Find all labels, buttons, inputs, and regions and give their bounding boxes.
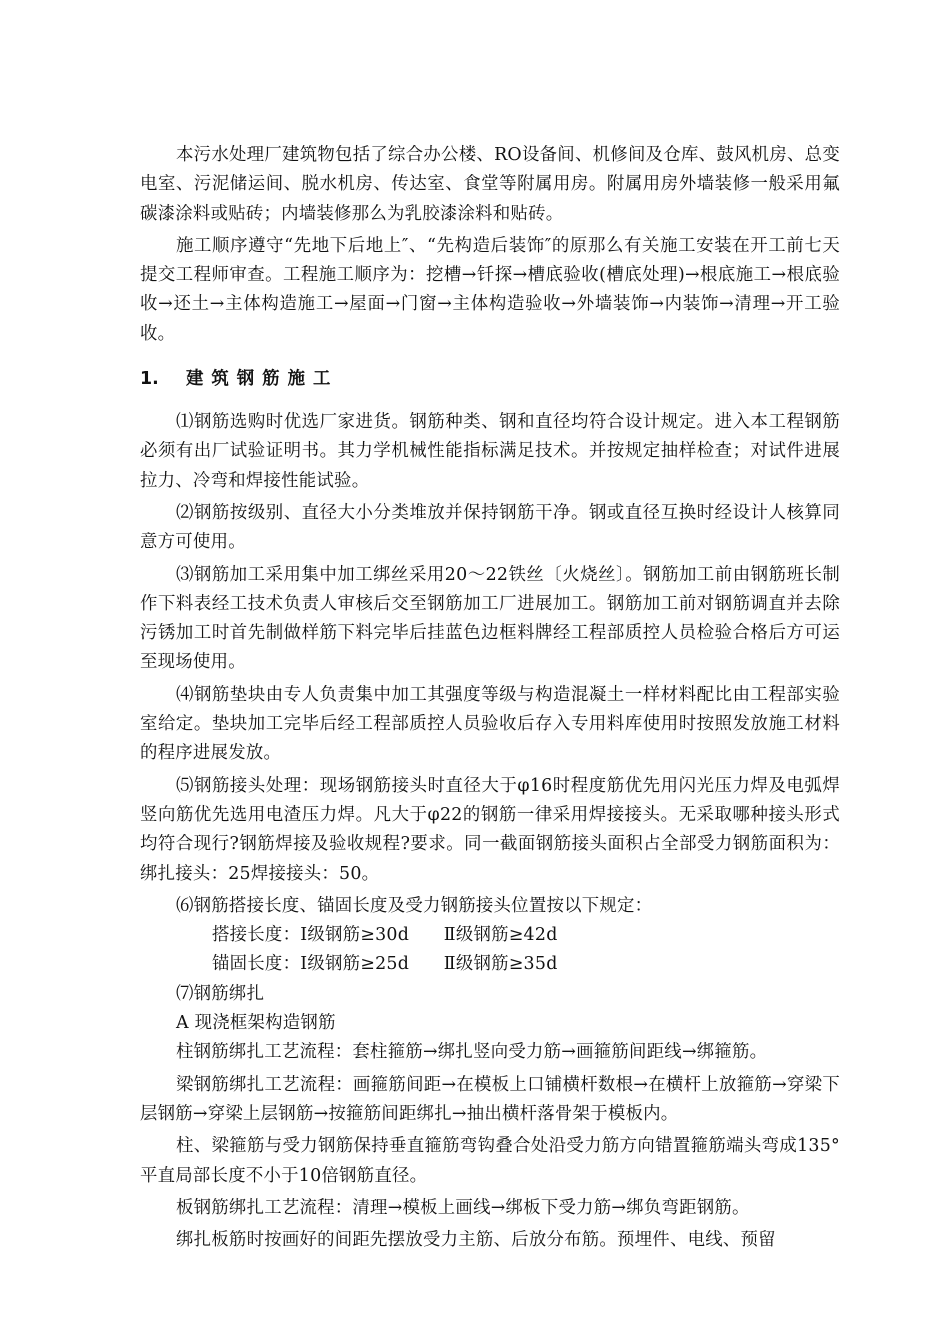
item-paragraph-1: ⑴钢筋选购时优选厂家进货。钢筋种类、钢和直径均符合设计规定。进入本工程钢筋必须有出厂试验证明书。其力学机械性能指标满足技术。并按规定抽样检查；对试件进展拉力、冷弯和焊接性能试验。	[140, 412, 840, 491]
column-rebar-flow: 柱钢筋绑扎工艺流程：套柱箍筋→绑扎竖向受力筋→画箍筋间距线→绑箍筋。	[176, 1042, 768, 1063]
beam-rebar-flow: 梁钢筋绑扎工艺流程：画箍筋间距→在模板上口铺横杆数根→在横杆上放箍筋→穿梁下层钢筋→穿梁上层钢筋→按箍筋间距绑扎→抽出横杆落骨架于模板内。	[140, 1074, 840, 1124]
item-paragraph-3: ⑶钢筋加工采用集中加工绑丝采用20～22铁丝〔火烧丝〕。钢筋加工前由钢筋班长制作下料表经工技术负责人审核后交至钢筋加工厂进展加工。钢筋加工前对钢筋调直并去除污锈加工时首先制做样筋下料完毕后挂蓝色边框料牌经工程部质控人员检验合格后方可运至现场使用。	[140, 564, 840, 673]
item-paragraph-4: ⑷钢筋垫块由专人负责集中加工其强度等级与构造混凝土一样材料配比由工程部实验室给定。垫块加工完毕后经工程部质控人员验收后存入专用料库使用时按照发放施工材料的程序进展发放。	[140, 684, 840, 764]
section-heading	[140, 365, 840, 394]
sub-heading-a: A 现浇框架构造钢筋	[176, 1013, 336, 1034]
lap-length-line: 搭接长度：Ⅰ级钢筋≥30d Ⅱ级钢筋≥42d	[212, 925, 558, 946]
slab-binding-paragraph: 绑扎板筋时按画好的间距先摆放受力主筋、后放分布筋。预埋件、电线、预留	[176, 1230, 776, 1251]
section-number: 1.	[140, 369, 159, 390]
item-paragraph-6: ⑹钢筋搭接长度、锚固长度及受力钢筋接头位置按以下规定：	[176, 895, 653, 916]
section-title: 建筑钢筋施工	[186, 369, 339, 390]
stirrup-paragraph: 柱、梁箍筋与受力钢筋保持垂直箍筋弯钩叠合处沿受力筋方向错置箍筋端头弯成135°平直局部长度不小于10倍钢筋直径。	[140, 1136, 840, 1186]
intro-paragraph-2: 施工顺序遵守“先地下后地上″、“先构造后装饰″的原那么有关施工安装在开工前七天提交工程师审查。工程施工顺序为：挖槽→钎探→槽底验收(槽底处理)→根底施工→根底验收→还土→主体构造施工→屋面→门窗→主体构造验收→外墙装饰→内装饰→清理→开工验收。	[140, 235, 840, 344]
slab-rebar-flow: 板钢筋绑扎工艺流程：清理→模板上画线→绑板下受力筋→绑负弯距钢筋。	[176, 1197, 750, 1218]
item-paragraph-2: ⑵钢筋按级别、直径大小分类堆放并保持钢筋干净。钢或直径互换时经设计人核算同意方可使用。	[140, 502, 840, 553]
anchor-length-line: 锚固长度：Ⅰ级钢筋≥25d Ⅱ级钢筋≥35d	[212, 954, 558, 975]
intro-paragraph-1: 本污水处理厂建筑物包括了综合办公楼、RO设备间、机修间及仓库、鼓风机房、总变电室、污泥储运间、脱水机房、传达室、食堂等附属用房。附属用房外墙装修一般采用氟碳漆涂料或贴砖；内墙装修那么为乳胶漆涂料和贴砖。	[140, 145, 840, 224]
item-7-heading: ⑺钢筋绑扎	[176, 983, 265, 1004]
document-page	[140, 141, 840, 1255]
item-paragraph-5: ⑸钢筋接头处理：现场钢筋接头时直径大于φ16时程度筋优先用闪光压力焊及电弧焊竖向筋优先选用电渣压力焊。凡大于φ22的钢筋一律采用焊接接头。无采取哪种接头形式均符合现行?钢筋焊接及验收规程?要求。同一截面钢筋接头面积占全部受力钢筋面积为：绑扎接头：25焊接接头：50。	[140, 775, 840, 884]
